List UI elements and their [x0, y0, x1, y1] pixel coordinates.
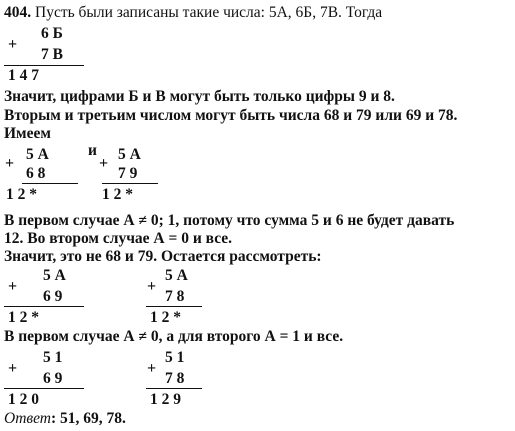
- sum-line: [22, 183, 78, 184]
- plus-sign: +: [8, 360, 18, 377]
- addend-2: 6 9: [43, 370, 63, 387]
- text-2: Вторым и третьим числом могут быть числа 68 и 79 или 69 и 78.: [4, 107, 458, 124]
- answer-line: [4, 410, 126, 428]
- plus-sign: +: [147, 360, 157, 377]
- addend-2: 7 8: [165, 288, 185, 305]
- answer-label: Ответ: [4, 410, 51, 427]
- connector-word: и: [88, 142, 97, 159]
- addend-1: 5 А: [26, 146, 49, 163]
- problem-intro: Пусть были записаны такие числа: 5А, 6Б, 7В. Тогда: [35, 4, 383, 21]
- addend-2: 6 9: [43, 288, 63, 305]
- problem-header: [4, 4, 382, 22]
- text-4: В первом случае А ≠ 0; 1, потому что сумма 5 и 6 не будет давать: [4, 212, 455, 229]
- problem-number: 404.: [4, 4, 32, 21]
- plus-sign: +: [5, 155, 15, 172]
- plus-sign: +: [147, 278, 157, 295]
- addend-1: 6 Б: [41, 25, 63, 42]
- sum-line: [4, 306, 84, 307]
- addend-1: 5 1: [165, 349, 185, 366]
- text-3: Имеем: [4, 125, 51, 142]
- plus-sign: +: [8, 36, 18, 53]
- plus-sign: +: [99, 155, 109, 172]
- sum-result: 1 2 *: [6, 186, 37, 203]
- addend-1: 5 А: [43, 267, 66, 284]
- plus-sign: +: [8, 278, 18, 295]
- addend-2: 7 В: [41, 46, 63, 63]
- sum-line: [102, 183, 158, 184]
- sum-result: 1 2 *: [150, 309, 181, 326]
- sum-line: [146, 388, 202, 389]
- sum-line: [146, 306, 202, 307]
- addend-1: 5 А: [165, 267, 188, 284]
- addend-2: 7 8: [165, 370, 185, 387]
- sum-result: 1 2 *: [8, 309, 39, 326]
- sum-result: 1 2 *: [102, 186, 133, 203]
- text-5: 12. Во втором случае А = 0 и все.: [4, 230, 233, 247]
- answer-value: : 51, 69, 78.: [50, 410, 126, 427]
- addend-2: 6 8: [26, 165, 46, 182]
- sum-line: [4, 65, 84, 66]
- sum-result: 1 4 7: [8, 67, 39, 84]
- addend-1: 5 А: [118, 146, 141, 163]
- text-6: Значит, это не 68 и 79. Остается рассмотреть:: [4, 248, 322, 265]
- text-7: В первом случае А ≠ 0, а для второго А = 1 и все.: [4, 328, 344, 345]
- addend-2: 7 9: [118, 165, 138, 182]
- text-1: Значит, цифрами Б и В могут быть только цифры 9 и 8.: [4, 88, 395, 105]
- sum-result: 1 2 0: [8, 391, 39, 408]
- addend-1: 5 1: [43, 349, 63, 366]
- sum-line: [4, 388, 84, 389]
- sum-result: 1 2 9: [150, 391, 181, 408]
